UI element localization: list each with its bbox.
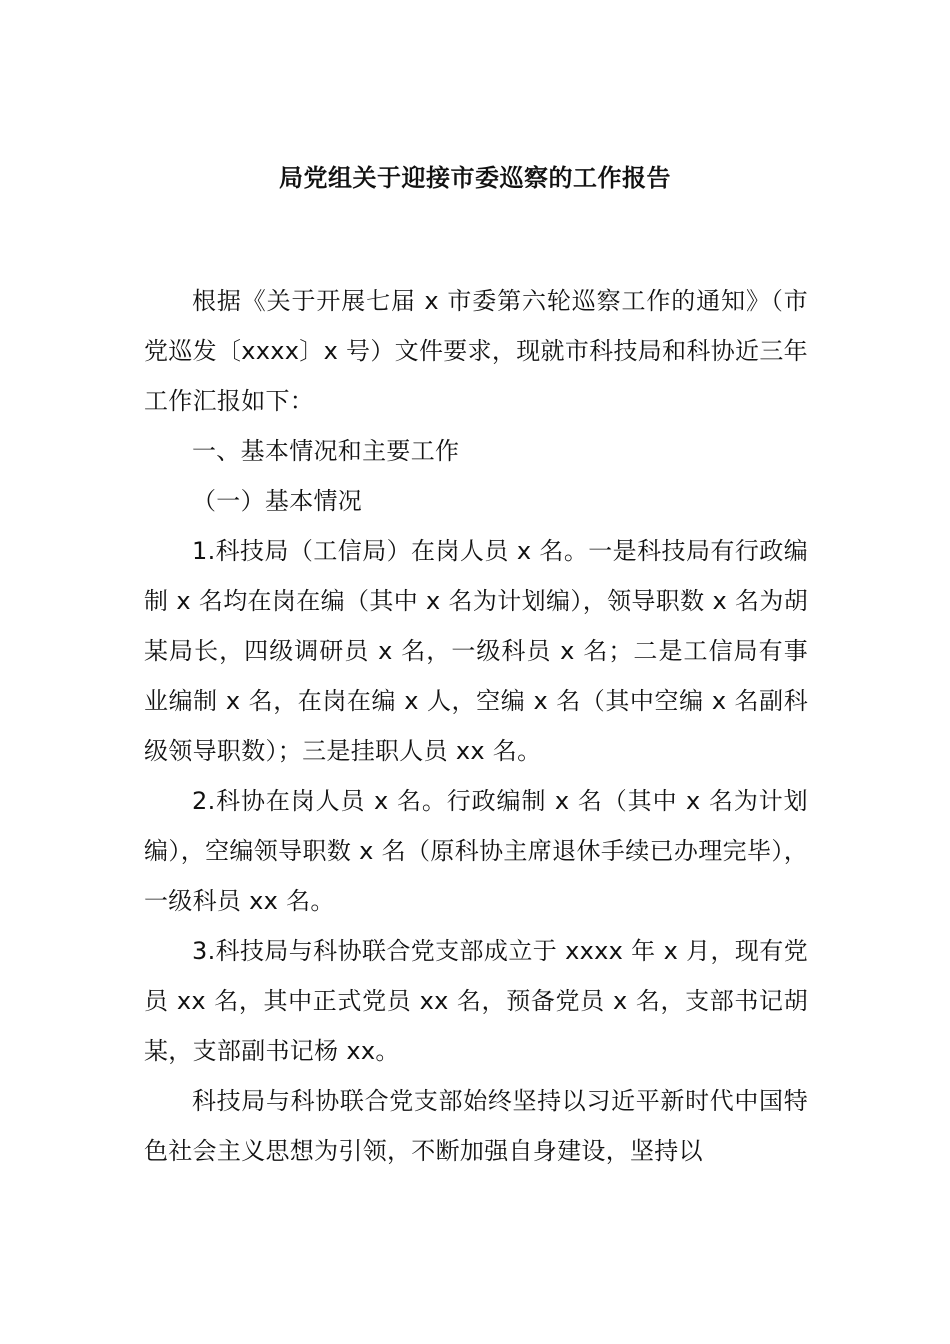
paragraph-summary: 科技局与科协联合党支部始终坚持以习近平新时代中国特色社会主义思想为引领，不断加强自身建设，坚持以	[144, 1087, 808, 1165]
document-body	[144, 276, 808, 1176]
subsection-heading-1: （一）基本情况	[192, 487, 363, 515]
paragraph-item-3: 3.科技局与科协联合党支部成立于 xxxx 年 x 月，现有党员 xx 名，其中正式党员 xx 名，预备党员 x 名，支部书记胡某，支部副书记杨 xx。	[144, 937, 808, 1065]
paragraph-intro: 根据《关于开展七届 x 市委第六轮巡察工作的通知》（市党巡发〔xxxx〕x 号）文件要求，现就市科技局和科协近三年工作汇报如下：	[144, 287, 808, 415]
section-heading-1: 一、基本情况和主要工作	[192, 437, 460, 465]
document-title: 局党组关于迎接市委巡察的工作报告	[279, 164, 671, 192]
paragraph-item-2: 2.科协在岗人员 x 名。行政编制 x 名（其中 x 名为计划编），空编领导职数 x 名（原科协主席退休手续已办理完毕），一级科员 xx 名。	[144, 787, 808, 915]
paragraph-item-1: 1.科技局（工信局）在岗人员 x 名。一是科技局有行政编制 x 名均在岗在编（其中 x 名为计划编），领导职数 x 名为胡某局长，四级调研员 x 名，一级科员 x 名；二是工信局有事业编制 x 名，在岗在编 x 人，空编 x 名（其中空编 x 名副科级领导职数）；三是挂职人员 xx 名。	[144, 537, 808, 765]
